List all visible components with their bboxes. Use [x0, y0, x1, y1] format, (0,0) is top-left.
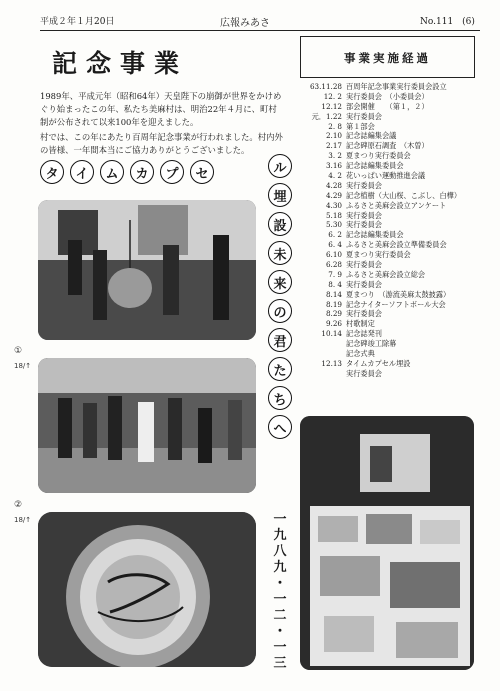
event-text: 記念碑竣工除幕 [346, 339, 397, 349]
history-event [304, 349, 476, 359]
event-date: 8.14 [325, 289, 342, 299]
history-event [304, 82, 476, 92]
history-event [304, 122, 476, 132]
event-date: 2.17 [325, 141, 342, 151]
vertical-date-glyph: ・ [273, 624, 287, 639]
event-text: 百周年記念事業実行委員会設立 [346, 82, 447, 91]
event-text: 夏まつり実行委員会 [346, 250, 411, 260]
event-text: 夏まつり実行委員会 [346, 151, 411, 161]
event-text: 実行委員会 [346, 111, 382, 121]
vertical-heading [268, 154, 292, 439]
photo-mark-1b: 18/↑ [14, 362, 32, 370]
event-text: ふるさと美麻会設立総会 [346, 269, 426, 279]
issue-number: No.111 (6) [420, 17, 475, 27]
event-date: 4.29 [325, 190, 342, 200]
event-date: 2.10 [325, 131, 342, 141]
photo-capsule-closeup [38, 512, 256, 667]
history-list [304, 82, 476, 379]
history-event [304, 102, 476, 112]
event-text: 記念誌編集委員会 [346, 161, 404, 171]
event-date: 8.19 [325, 299, 342, 309]
event-text: 実行委員会 [346, 260, 382, 270]
photo-capsule-lowering [38, 200, 256, 340]
event-date: 2. 8 [328, 121, 342, 131]
event-date: 4. 2 [328, 171, 342, 181]
photo-mark-2: ② [14, 500, 23, 510]
event-date: 8. 4 [328, 279, 342, 289]
event-text: 記念式典 [346, 349, 375, 359]
history-event [304, 112, 476, 122]
heading-circle: ム [100, 160, 124, 184]
event-text: 部会開催 （第１，２） [346, 101, 429, 111]
event-date: 元．1.22 [311, 111, 342, 121]
vertical-circle: 埋 [268, 183, 292, 207]
event-date: 4.28 [325, 180, 342, 190]
event-text: 記念碑原石調査 （木曽） [346, 141, 429, 151]
history-event [304, 369, 476, 379]
vertical-date-glyph: 三 [273, 656, 287, 671]
history-event [304, 359, 476, 369]
vertical-circle: 未 [268, 241, 292, 265]
event-date: 6.10 [325, 250, 342, 260]
event-text: ふるさと美麻会設立準備委員会 [346, 240, 447, 250]
history-event [304, 240, 476, 250]
vertical-circle: た [268, 357, 292, 381]
vertical-date-glyph: 一 [273, 512, 287, 527]
event-date: 63.11.28 [309, 82, 342, 91]
event-text: 夏まつり （游流美麻太鼓披露） [346, 289, 451, 299]
event-text: 実行委員会 [346, 309, 382, 319]
event-date: 3.16 [325, 161, 342, 171]
history-event [304, 230, 476, 240]
capsule-heading [40, 160, 214, 186]
event-date: 6. 2 [328, 230, 342, 240]
photo-display-items [300, 416, 474, 670]
vertical-date-glyph: 一 [273, 640, 287, 655]
history-event [304, 290, 476, 300]
heading-circle: セ [190, 160, 214, 184]
photo-mark-2b: 18/↑ [14, 516, 32, 524]
event-text: ふるさと美麻会設立アンケート [346, 200, 447, 210]
event-text: 記念誌編集会議 [346, 131, 397, 141]
event-date: 12.12 [321, 101, 342, 111]
history-event [304, 260, 476, 270]
heading-circle: タ [40, 160, 64, 184]
history-event [304, 211, 476, 221]
event-text: 実行委員会 [346, 279, 382, 289]
vertical-circle: ル [268, 154, 292, 178]
event-date: 9.26 [325, 319, 342, 329]
heading-circle: プ [160, 160, 184, 184]
history-panel [300, 36, 475, 411]
event-text: 記念誌編集委員会 [346, 230, 404, 240]
event-text: 実行委員会 [346, 210, 382, 220]
event-date: 5.30 [325, 220, 342, 230]
event-date: 8.29 [325, 309, 342, 319]
vertical-circle: ち [268, 386, 292, 410]
event-text: 実行委員会 [346, 180, 382, 190]
event-text: 第１部会 [346, 121, 375, 131]
vertical-circle: 君 [268, 328, 292, 352]
event-text: タイムカプセル埋設 [346, 358, 411, 368]
vertical-date-glyph: 一 [273, 592, 287, 607]
event-date: 5.18 [325, 210, 342, 220]
event-text: 記念ナイターソフトボール大会 [346, 299, 446, 309]
history-event [304, 161, 476, 171]
vertical-date-glyph: 九 [273, 560, 287, 575]
history-event [304, 280, 476, 290]
event-date: 6. 4 [328, 240, 342, 250]
history-event [304, 131, 476, 141]
history-event [304, 141, 476, 151]
event-text: 記念誌発刊 [346, 329, 382, 339]
vertical-date-glyph: 八 [273, 544, 287, 559]
event-date: 4.30 [325, 200, 342, 210]
history-title-box [300, 36, 475, 78]
heading-circle: イ [70, 160, 94, 184]
vertical-date-glyph: ・ [273, 576, 287, 591]
history-event [304, 201, 476, 211]
history-event [304, 339, 476, 349]
photo-crowd [38, 358, 256, 493]
page-title: 記念事業 [52, 49, 189, 78]
event-date: 12.13 [321, 358, 342, 368]
event-date: 7. 9 [328, 269, 342, 279]
header-rule [40, 30, 480, 31]
history-event [304, 300, 476, 310]
history-event [304, 250, 476, 260]
vertical-circle: 設 [268, 212, 292, 236]
photo-mark-1: ① [14, 346, 23, 356]
history-event [304, 319, 476, 329]
vertical-circle: 来 [268, 270, 292, 294]
event-text: 花いっぱい運動推進会議 [346, 171, 426, 181]
intro-paragraph-1: 1989年、平成元年（昭和64年）天皇陛下の崩御が世界をかけめぐり始まったこの年、私たち美麻村は、明治22年４月に、町村制が公布されて以来100年を迎えました。 [40, 91, 282, 127]
history-event [304, 270, 476, 280]
event-text: 村歌制定 [346, 319, 375, 329]
vertical-circle: へ [268, 415, 292, 439]
event-text: 記念植樹（大山桜、こぶし、白樺） [346, 190, 462, 200]
intro-text [40, 90, 285, 159]
history-title: 事業実施経過 [344, 51, 431, 65]
heading-circle: カ [130, 160, 154, 184]
history-event [304, 151, 476, 161]
event-date: 12. 2 [323, 91, 342, 101]
vertical-date [268, 512, 292, 672]
event-date: 6.28 [325, 260, 342, 270]
event-date: 3. 2 [328, 151, 342, 161]
vertical-date-glyph: 九 [273, 528, 287, 543]
vertical-circle: の [268, 299, 292, 323]
issue-date: 平成２年１月20日 [40, 17, 115, 27]
event-text: 実行委員会 [346, 220, 382, 230]
history-event [304, 171, 476, 181]
history-event [304, 220, 476, 230]
history-event [304, 181, 476, 191]
history-event [304, 329, 476, 339]
vertical-date-glyph: 二 [273, 608, 287, 623]
history-event [304, 92, 476, 102]
event-text: 実行委員会 [346, 368, 382, 378]
history-event [304, 191, 476, 201]
intro-paragraph-2: 村では、この年にあたり百周年記念事業が行われました。村内外の皆様、一年間本当にご協力ありがとうございました。 [40, 132, 283, 155]
history-event [304, 309, 476, 319]
event-text: 実行委員会 （小委員会） [346, 91, 429, 101]
event-date: 10.14 [321, 329, 342, 339]
publication-name: 広報みあさ [220, 18, 270, 29]
